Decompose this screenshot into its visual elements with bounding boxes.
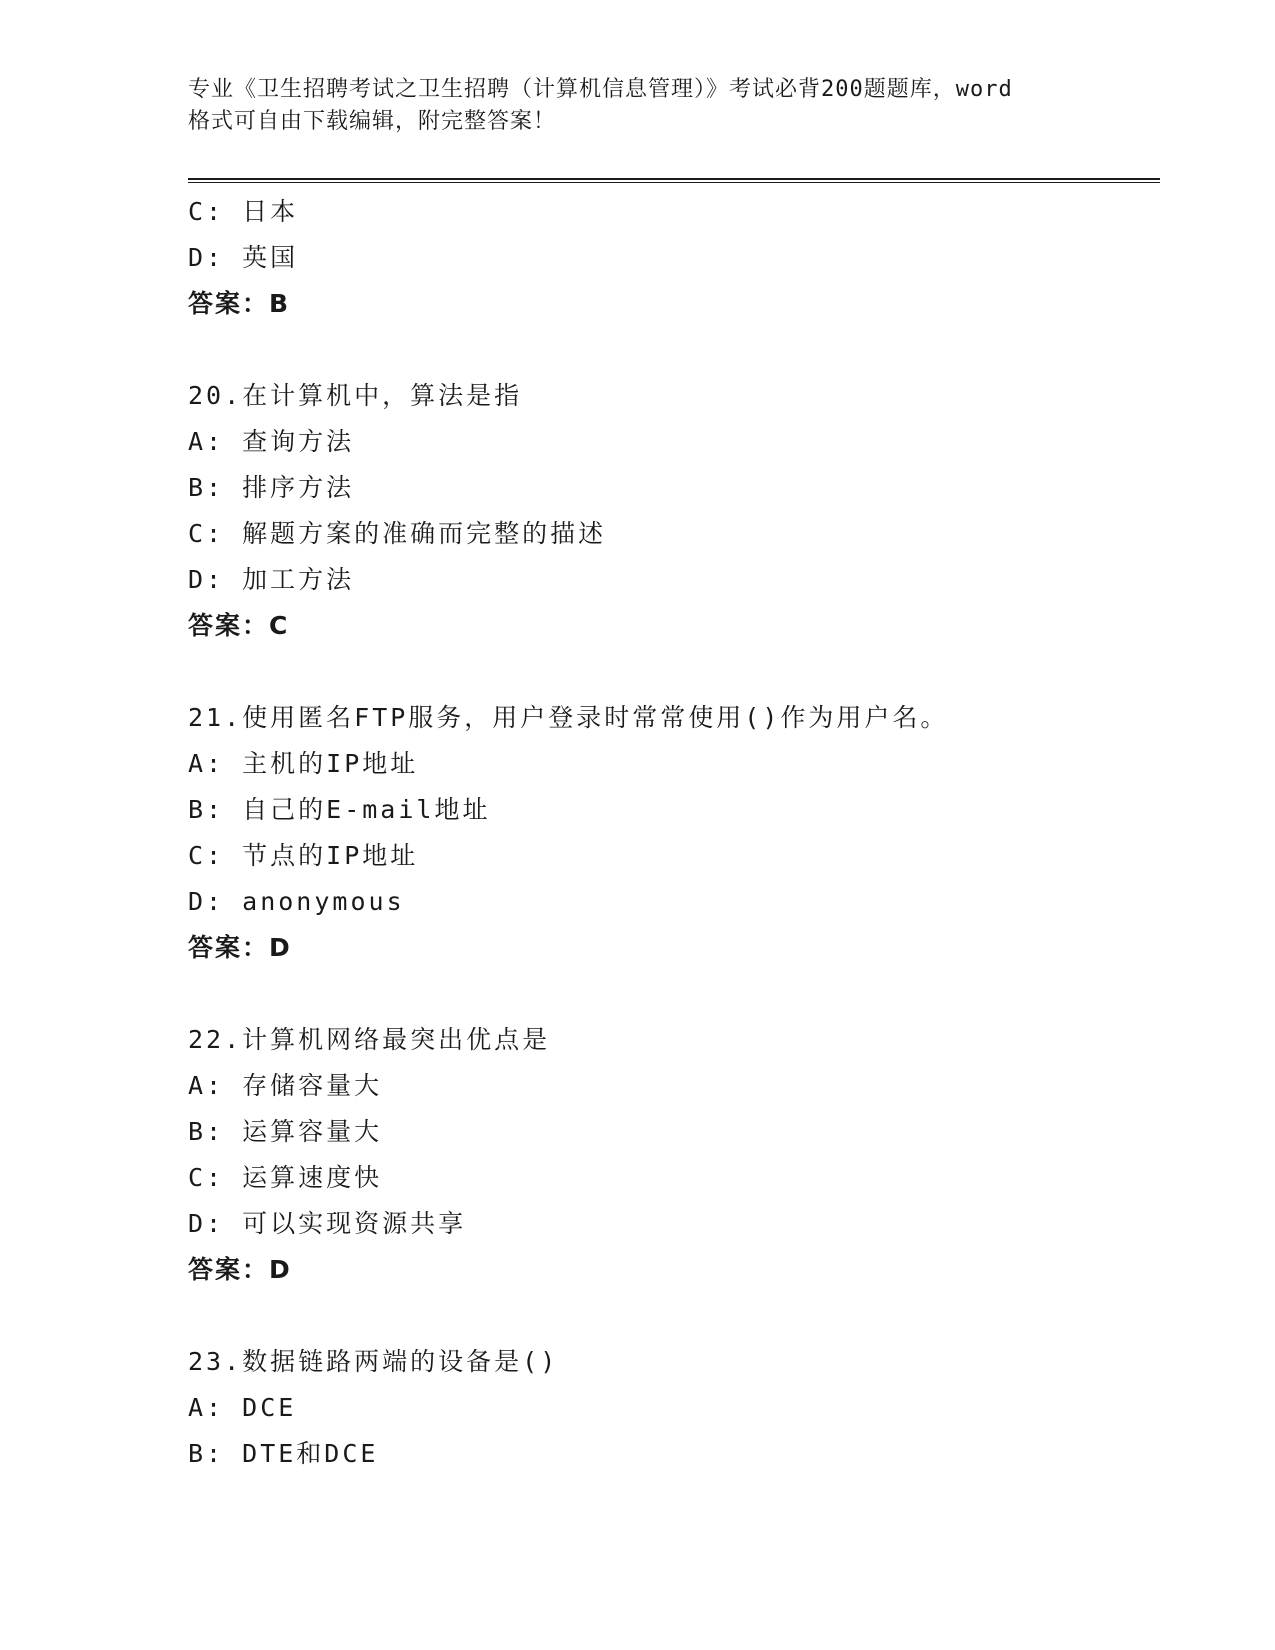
option-d: D: anonymous bbox=[188, 887, 405, 916]
question-text: 23.数据链路两端的设备是() bbox=[188, 1347, 559, 1376]
option-a: A: 查询方法 bbox=[188, 427, 355, 456]
option-b: B: 自己的E-mail地址 bbox=[188, 795, 491, 824]
header-divider bbox=[188, 178, 1160, 183]
spacer bbox=[188, 649, 1160, 695]
question-text: 21.使用匿名FTP服务，用户登录时常常使用()作为用户名。 bbox=[188, 703, 949, 732]
question-block bbox=[188, 1017, 1160, 1293]
option-a: A: DCE bbox=[188, 1393, 297, 1422]
spacer bbox=[188, 1293, 1160, 1339]
question-block bbox=[188, 373, 1160, 649]
option-c: C: 解题方案的准确而完整的描述 bbox=[188, 519, 607, 548]
question-block bbox=[188, 695, 1160, 971]
option-a: A: 存储容量大 bbox=[188, 1071, 383, 1100]
answer: 答案：B bbox=[188, 289, 291, 318]
question-block bbox=[188, 1339, 1160, 1477]
option-c: C: 节点的IP地址 bbox=[188, 841, 419, 870]
document-header: 专业《卫生招聘考试之卫生招聘（计算机信息管理）》考试必背200题题库，word 格式可自由下载编辑，附完整答案！ bbox=[188, 77, 1013, 134]
option-d: D: 加工方法 bbox=[188, 565, 355, 594]
option-c: C: 运算速度快 bbox=[188, 1163, 383, 1192]
option-b: B: DTE和DCE bbox=[188, 1439, 379, 1468]
option-c: C: 日本 bbox=[188, 197, 299, 226]
answer: 答案：C bbox=[188, 611, 290, 640]
option-b: B: 运算容量大 bbox=[188, 1117, 383, 1146]
question-text: 20.在计算机中，算法是指 bbox=[188, 381, 523, 410]
spacer bbox=[188, 971, 1160, 1017]
option-a: A: 主机的IP地址 bbox=[188, 749, 419, 778]
question-text: 22.计算机网络最突出优点是 bbox=[188, 1025, 551, 1054]
option-d: D: 可以实现资源共享 bbox=[188, 1209, 467, 1238]
answer: 答案：D bbox=[188, 1255, 292, 1284]
answer: 答案：D bbox=[188, 933, 292, 962]
question-list bbox=[188, 189, 1160, 1477]
spacer bbox=[188, 327, 1160, 373]
option-b: B: 排序方法 bbox=[188, 473, 355, 502]
option-d: D: 英国 bbox=[188, 243, 299, 272]
